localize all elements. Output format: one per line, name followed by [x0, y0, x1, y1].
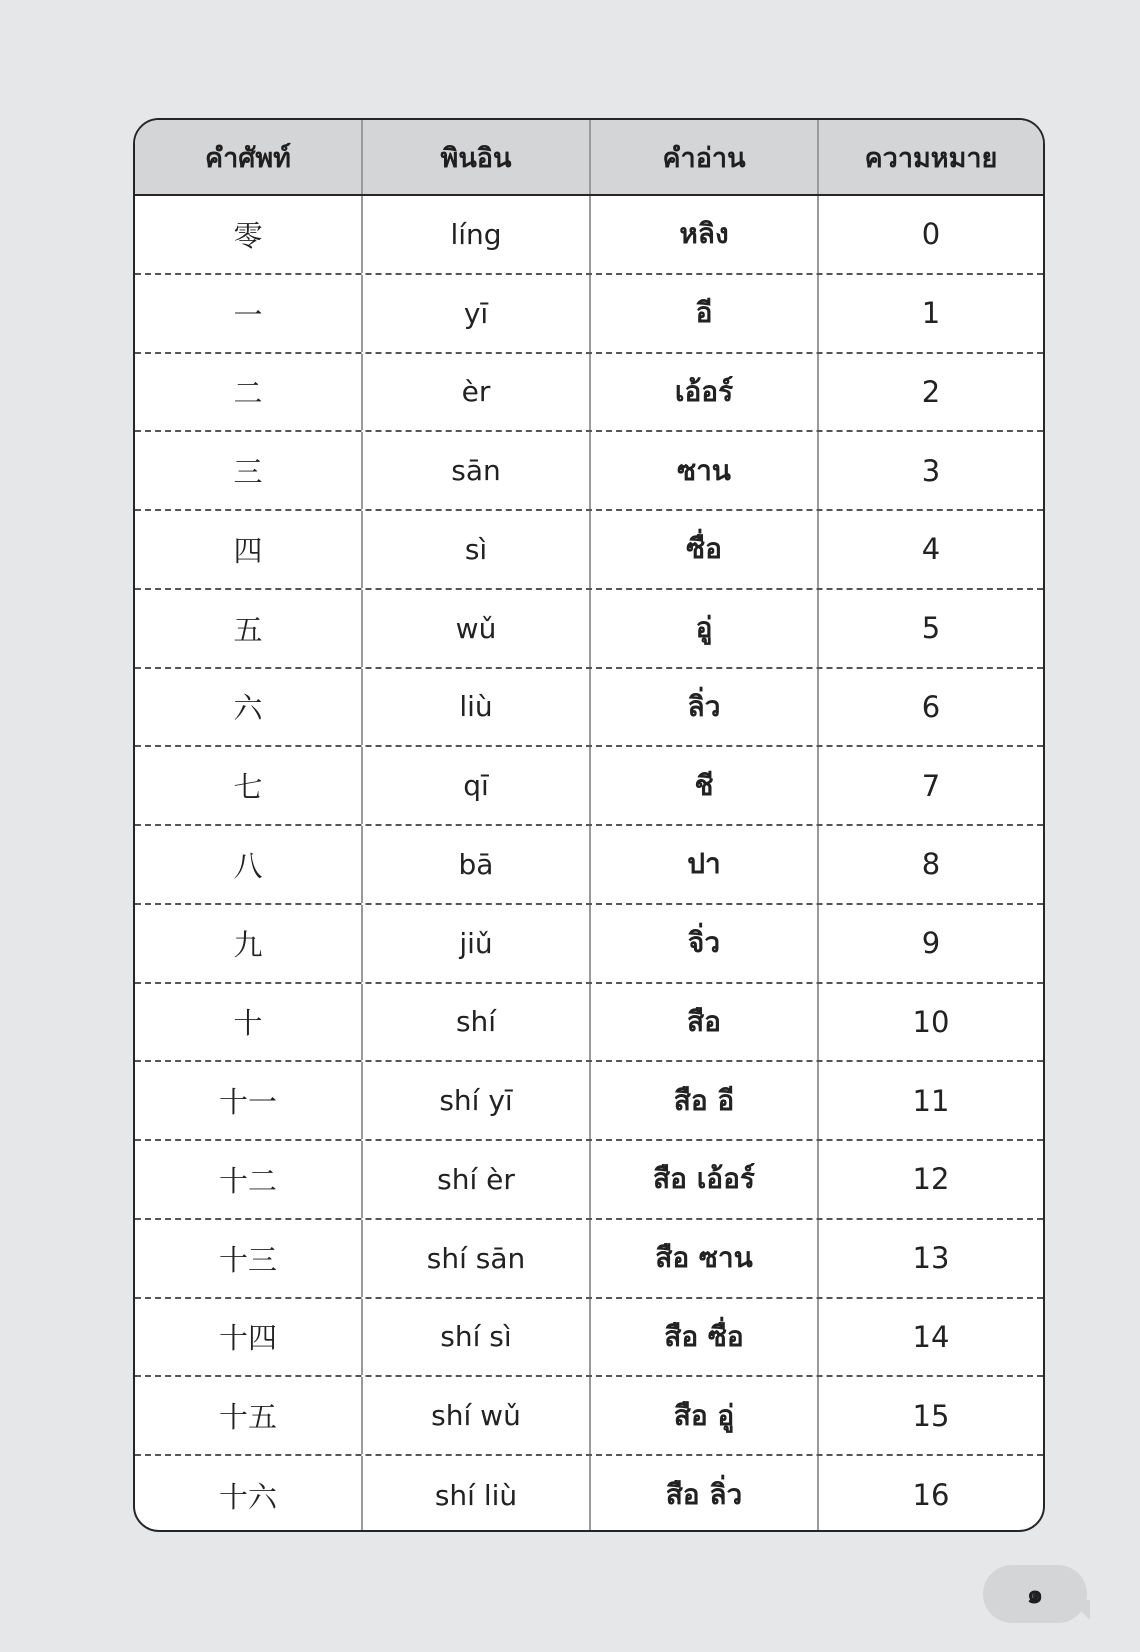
cell-pinyin: èr [363, 354, 591, 431]
cell-word: 十四 [135, 1299, 363, 1376]
cell-reading: สือ อี [591, 1062, 819, 1139]
cell-word: 九 [135, 905, 363, 982]
table-row [135, 432, 1043, 511]
cell-pinyin: shí sì [363, 1299, 591, 1376]
table-row [135, 905, 1043, 984]
cell-reading: เอ้อร์ [591, 354, 819, 431]
cell-pinyin: qī [363, 747, 591, 824]
cell-meaning: 9 [921, 926, 941, 961]
cell-pinyin: liù [363, 669, 591, 746]
table-row [135, 984, 1043, 1063]
cell-reading: สือ อู่ [591, 1377, 819, 1454]
cell-word: 三 [135, 432, 363, 509]
cell-word: 一 [135, 275, 363, 352]
cell-pinyin: shí sān [363, 1220, 591, 1297]
cell-pinyin: yī [363, 275, 591, 352]
cell-meaning: 14 [912, 1319, 950, 1354]
table-row [135, 747, 1043, 826]
table-row [135, 275, 1043, 354]
cell-word: 十 [135, 984, 363, 1061]
vocabulary-table [133, 118, 1045, 1532]
cell-meaning: 15 [912, 1398, 950, 1433]
cell-word: 二 [135, 354, 363, 431]
cell-pinyin: shí wǔ [363, 1377, 591, 1454]
cell-word: 四 [135, 511, 363, 588]
cell-reading: ปา [591, 826, 819, 903]
cell-reading: สือ ซาน [591, 1220, 819, 1297]
column-header-meaning: ความหมาย [864, 142, 998, 174]
cell-reading: อี [591, 275, 819, 352]
table-row [135, 1220, 1043, 1299]
cell-reading: อู่ [591, 590, 819, 667]
cell-pinyin: shí [363, 984, 591, 1061]
cell-meaning: 1 [921, 296, 941, 331]
cell-reading: สือ เอ้อร์ [591, 1141, 819, 1218]
cell-pinyin: sì [363, 511, 591, 588]
cell-word: 五 [135, 590, 363, 667]
table-row [135, 1456, 1043, 1532]
cell-pinyin: wǔ [363, 590, 591, 667]
cell-reading: จิ่ว [591, 905, 819, 982]
cell-meaning: 12 [912, 1162, 950, 1197]
cell-word: 十五 [135, 1377, 363, 1454]
cell-reading: ซื่อ [591, 511, 819, 588]
cell-meaning: 5 [921, 611, 941, 646]
page-number: ๑ [983, 1565, 1087, 1623]
table-header-row [135, 120, 1043, 196]
cell-pinyin: líng [363, 196, 591, 273]
cell-word: 七 [135, 747, 363, 824]
cell-pinyin: jiǔ [363, 905, 591, 982]
cell-word: 十一 [135, 1062, 363, 1139]
cell-reading: สือ ซื่อ [591, 1299, 819, 1376]
table-row [135, 354, 1043, 433]
table-row [135, 511, 1043, 590]
cell-word: 十六 [135, 1456, 363, 1532]
cell-reading: ชี [591, 747, 819, 824]
cell-word: 十二 [135, 1141, 363, 1218]
table-body [135, 196, 1043, 1532]
cell-pinyin: shí liù [363, 1456, 591, 1532]
table-row [135, 1141, 1043, 1220]
table-row [135, 590, 1043, 669]
cell-reading: หลิง [591, 196, 819, 273]
cell-word: 十三 [135, 1220, 363, 1297]
cell-reading: ซาน [591, 432, 819, 509]
cell-word: 六 [135, 669, 363, 746]
cell-reading: สือ [591, 984, 819, 1061]
cell-meaning: 3 [921, 453, 941, 488]
cell-meaning: 4 [921, 532, 941, 567]
cell-meaning: 6 [921, 689, 941, 724]
cell-meaning: 8 [921, 847, 941, 882]
cell-pinyin: sān [363, 432, 591, 509]
table-row [135, 1377, 1043, 1456]
cell-meaning: 0 [921, 217, 941, 252]
cell-meaning: 7 [921, 768, 941, 803]
column-header-reading: คำอ่าน [591, 120, 819, 194]
column-header-word: คำศัพท์ [135, 120, 363, 194]
cell-reading: สือ ลิ่ว [591, 1456, 819, 1532]
cell-word: 八 [135, 826, 363, 903]
column-header-pinyin: พินอิน [363, 120, 591, 194]
cell-meaning: 16 [912, 1478, 950, 1513]
cell-pinyin: bā [363, 826, 591, 903]
table-row [135, 1299, 1043, 1378]
cell-meaning: 2 [921, 374, 941, 409]
cell-meaning: 10 [912, 1004, 950, 1039]
cell-pinyin: shí èr [363, 1141, 591, 1218]
table-row [135, 1062, 1043, 1141]
cell-pinyin: shí yī [363, 1062, 591, 1139]
table-row [135, 196, 1043, 275]
cell-word: 零 [135, 196, 363, 273]
cell-meaning: 11 [912, 1083, 950, 1118]
table-row [135, 669, 1043, 748]
table-row [135, 826, 1043, 905]
cell-reading: ลิ่ว [591, 669, 819, 746]
cell-meaning: 13 [912, 1241, 950, 1276]
